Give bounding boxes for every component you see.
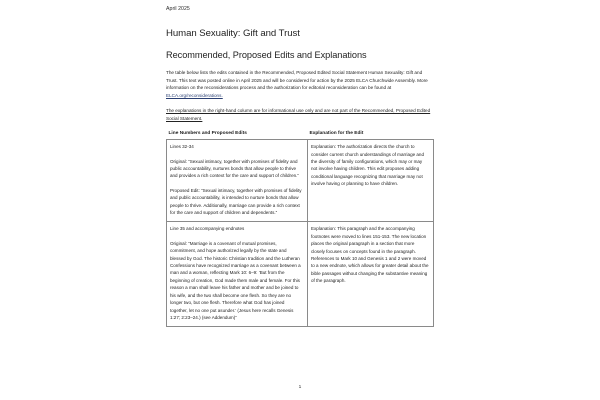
table-row <box>167 140 434 222</box>
edits-table <box>166 131 434 327</box>
original-text: Original: “Marriage is a covenant of mutual promises, commitment, and hope authorized legally by the state and blessed by God. The historic Christian tradition and the Lutheran Confessions have recognized marriage as a covenant between a man and a woman, reflecting Mark 10: 6–9: ‘But from the beginning of creation, God made them male and female. For this reason a man shall leave his father and mother and be joined to his wife, and the two shall become one flesh. So they are no longer two, but one flesh. Therefore what God has joined together, let no one put asunder.’ (Jesus here recalls Genesis 1:27; 2:23–24.) (see Addendum)” <box>170 240 301 320</box>
table-row <box>167 222 434 327</box>
original-text: Original: “Sexual intimacy, together with promises of fidelity and public accountability, nurtures bonds that allow people to thrive and provides a rich context for the care and support of children.” <box>170 158 299 179</box>
line-reference: Line 35 and accompanying endnotes <box>170 226 245 232</box>
explanation-text: Explanation: This paragraph and the accompanying footnotes were moved to lines 151-153. The new location places the original paragraph in a section that more closely focuses on concepts found in the paragraph. References to Mark 10 and Genesis 1 and 2 were moved to a new endnote, which allows for greater detail about the bible passages without changing the substantive meaning of the paragraph. <box>311 226 429 284</box>
explanation-cell <box>308 222 434 327</box>
edits-cell <box>167 222 308 327</box>
intro-paragraph-text: The table below lists the edits contained in the Recommended, Proposed Edited Social Statement Human Sexuality: Gift and Trust. This text was posted online in April 2025 and will be considered for action by the 2025 ELCA Churchwide Assembly. More information on the reconsiderations process and the authorization for editorial reconsideration can be found at <box>166 70 428 91</box>
page-subtitle: Recommended, Proposed Edits and Explanations <box>166 50 367 60</box>
proposed-edit-text: Proposed Edit: “Sexual intimacy, together with promises of fidelity and public accountability, is intended to nurture bonds that allow people to thrive. Additionally, marriage can provide a rich context for the care and support of children and dependents.” <box>170 187 302 216</box>
document-date: April 2025 <box>166 6 190 12</box>
page-number: 1 <box>298 385 302 390</box>
intro-note: The explanations in the right-hand column are for informational use only and are not part of the Recommended, Proposed Edited Social Statement. <box>166 108 431 121</box>
explanation-text: Explanation: The authorization directs the church to consider current church understandings of marriage and the diversity of family configurations, which may or may not involve having children. This edit proposes adding conditional language recognizing that marriage may not involve having or planning to have children. <box>311 144 424 187</box>
reconsiderations-link[interactable]: ELCA.org/reconsiderations. <box>166 92 223 98</box>
explanation-cell <box>308 140 434 222</box>
intro-paragraph <box>166 69 434 99</box>
column-header-line-numbers: Line Numbers and Proposed Edits <box>168 131 247 137</box>
table-header-row <box>167 131 434 140</box>
line-reference: Lines 32-34 <box>170 144 194 150</box>
edits-cell <box>167 140 308 222</box>
column-header-explanation: Explanation for the Edit <box>309 131 364 137</box>
page-title: Human Sexuality: Gift and Trust <box>166 28 300 39</box>
document-content <box>166 28 434 327</box>
